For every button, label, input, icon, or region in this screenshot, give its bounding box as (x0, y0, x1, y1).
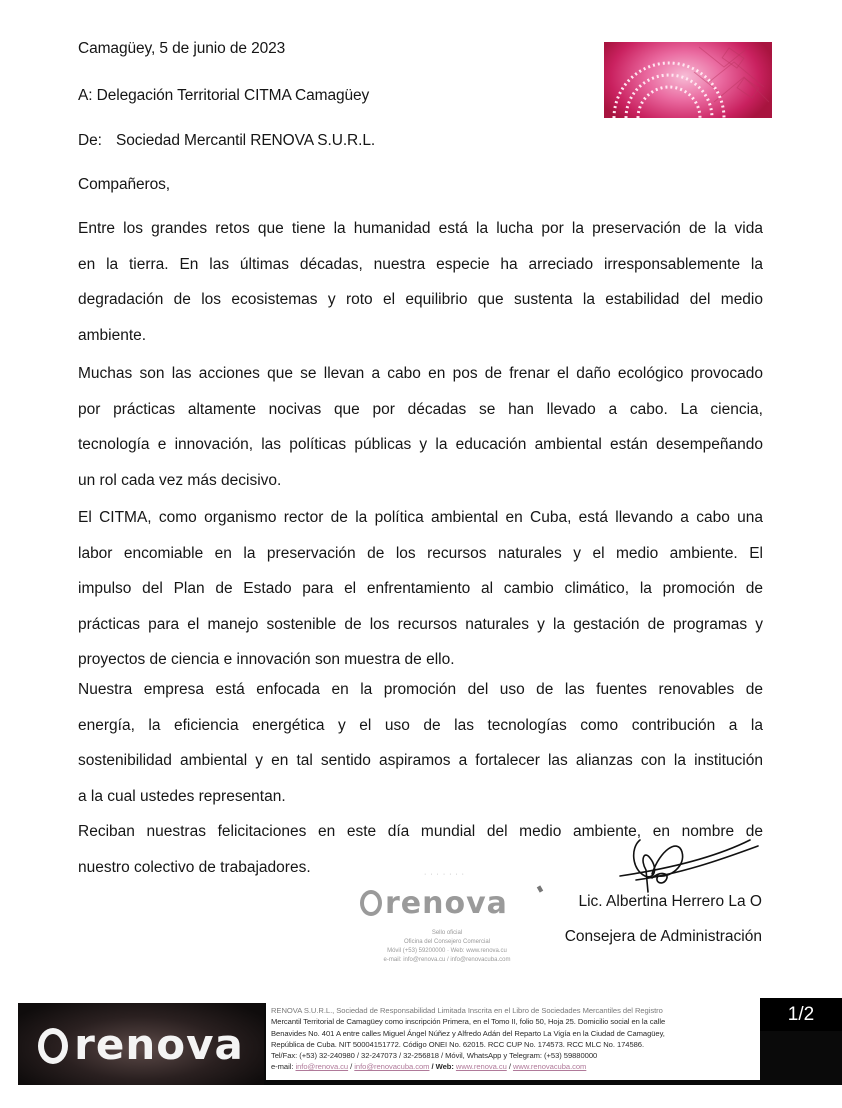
footer-line: Tel/Fax: (+53) 32-240980 / 32-247073 / 32-256818 / Móvil, WhatsApp y Telegram: (+53) 59880000 (271, 1051, 598, 1061)
paragraph-line: nuestro colectivo de trabajadores. (78, 858, 311, 876)
paragraph-line: por prácticas altamente nocivas que por décadas se han llevado a cabo. La ciencia, (78, 400, 763, 418)
footer-company-info (266, 1000, 760, 1080)
web-label: / Web: (431, 1062, 454, 1072)
decorative-banner-image (604, 42, 772, 118)
paragraph-3 (78, 500, 763, 678)
stamp-mark-icon (537, 885, 543, 892)
bulb-logo-icon (360, 890, 382, 916)
letter-date: Camagüey, 5 de junio de 2023 (78, 40, 286, 57)
paragraph-4 (78, 672, 763, 814)
email-link-1[interactable]: info@renova.cu (295, 1062, 349, 1072)
paragraph-line: impulso del Plan de Estado para el enfrentamiento al cambio climático, la promoción de (78, 580, 763, 597)
footer-line: República de Cuba. NIT 50004151772. Código ONEI No. 62015. RCC CUP No. 174573. RCC MLC No. 174586. (271, 1039, 645, 1049)
footer-logo-text: renova (74, 1019, 244, 1069)
paragraph-line: ambiente. (78, 326, 147, 344)
footer-line: Mercantil Territorial de Camagüey como inscripción Primera, en el Tomo II, folio 50, Hoja 25. Domicilio social en la calle (271, 1017, 666, 1027)
signer-name: Lic. Albertina Herrero La O (578, 893, 762, 910)
sender-label: De: (78, 132, 102, 149)
bulb-logo-icon (38, 1028, 68, 1064)
paragraph-line: degradación de los ecosistemas y roto el equilibrio que sustenta la estabilidad del medio (78, 291, 763, 308)
web-link-2[interactable]: www.renovacuba.com (512, 1062, 587, 1072)
email-label: e-mail: (271, 1062, 294, 1072)
stamp-top-marks: · · · · · · · (424, 871, 465, 878)
separator: / (508, 1062, 511, 1072)
footer-line: RENOVA S.U.R.L., Sociedad de Responsabilidad Limitada Inscrita en el Libro de Sociedades Mercantiles del Registro (271, 1006, 663, 1015)
paragraph-line: El CITMA, como organismo rector de la política ambiental en Cuba, está llevando a cabo una (78, 509, 763, 526)
page-number: 1/2 (760, 998, 842, 1031)
footer-contact-line (271, 1061, 756, 1072)
paragraph-line: Muchas son las acciones que se llevan a cabo en pos de frenar el daño ecológico provocado (78, 365, 763, 382)
letter-recipient: A: Delegación Territorial CITMA Camagüey (78, 87, 370, 104)
paragraph-line: Entre los grandes retos que tiene la humanidad está la lucha por la preservación de la vida (78, 220, 763, 237)
handwritten-signature-icon (600, 830, 760, 894)
stamp-line-2: Oficina del Consejero Comercial (403, 939, 491, 945)
paragraph-2 (78, 356, 763, 498)
separator: / (350, 1062, 353, 1072)
email-link-2[interactable]: info@renovacuba.com (354, 1062, 430, 1072)
paragraph-line: Reciban nuestras felicitaciones en este día mundial del medio ambiente, en nombre de (78, 823, 763, 840)
paragraph-line: proyectos de ciencia e innovación son muestra de ello. (78, 651, 455, 668)
paragraph-line: sostenibilidad ambiental y en tal sentido aspiramos a fortalecer las alianzas con la institución (78, 752, 763, 769)
paragraph-line: labor encomiable en la preservación de los recursos naturales y el medio ambiente. El (78, 544, 763, 562)
paragraph-line: un rol cada vez más decisivo. (78, 471, 282, 489)
stamp-logo: renova (360, 886, 508, 921)
paragraph-line: a la cual ustedes representan. (78, 787, 286, 805)
footer-line: Benavides No. 401 A entre calles Miguel Ángel Núñez y Alfredo Adán del Reparto La Vigía en la Ciudad de Camagüey, (271, 1028, 665, 1038)
company-stamp (352, 868, 542, 978)
letter-sender (78, 132, 375, 150)
footer-logo (18, 1003, 264, 1085)
gear-pattern-icon (604, 42, 772, 118)
letter-greeting: Compañeros, (78, 176, 170, 193)
paragraph-line: energía, la eficiencia energética y el uso de las tecnologías como contribución a la (78, 716, 763, 734)
signer-title: Consejera de Administración (564, 928, 762, 945)
paragraph-line: tecnología e innovación, las políticas públicas y la educación ambiental están desempeñando (78, 436, 763, 453)
paragraph-line: Nuestra empresa está enfocada en la promoción del uso de las fuentes renovables de (78, 681, 763, 698)
sender-value: Sociedad Mercantil RENOVA S.U.R.L. (116, 132, 376, 149)
paragraph-line: prácticas para el manejo sostenible de los recursos naturales y la gestación de programas y (78, 615, 763, 633)
paragraph-line: en la tierra. En las últimas décadas, nuestra especie ha arreciado irresponsablemente la (78, 255, 763, 273)
stamp-line-1: Sello oficial (431, 930, 463, 936)
stamp-line-4: e-mail: info@renova.cu / info@renovacuba.com (383, 957, 511, 963)
stamp-line-3: Móvil (+53) 59200000 · Web: www.renova.cu (387, 948, 507, 954)
paragraph-1 (78, 211, 763, 353)
web-link-1[interactable]: www.renova.cu (455, 1062, 507, 1072)
